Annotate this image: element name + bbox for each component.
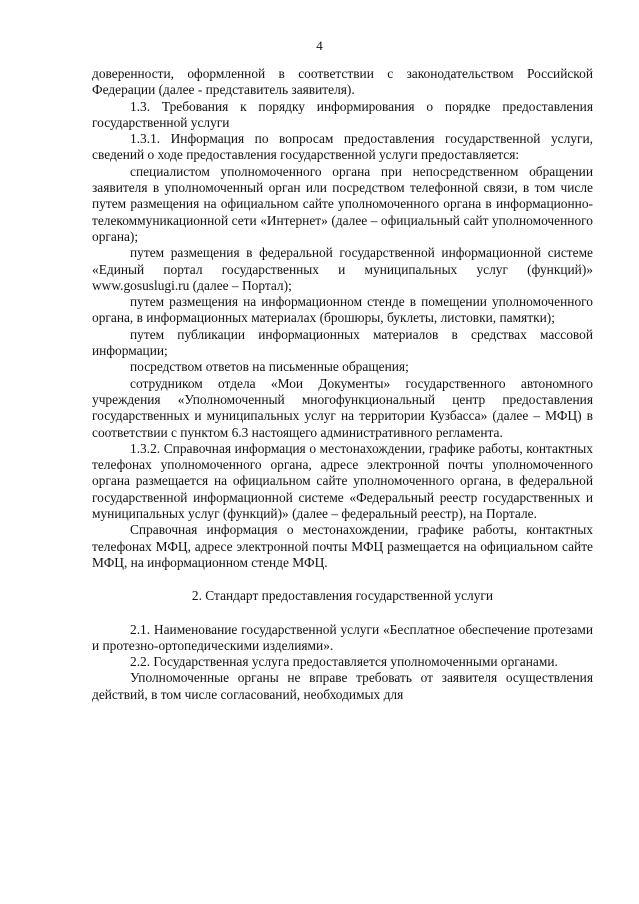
list-item: путем размещения на информационном стенде в помещении уполномоченного органа, в информационных материалах (брошюры, буклеты, листовки, памятки); <box>92 294 593 326</box>
section-heading: 2. Стандарт предоставления государственной услуги <box>191 588 494 604</box>
paragraph: 2.2. Государственная услуга предоставляется уполномоченными органами. <box>130 654 558 670</box>
paragraph: Справочная информация о местонахождении, графике работы, контактных телефонах МФЦ, адресе электронной почты МФЦ размещается на официальном сайте МФЦ, на информационном стенде МФЦ. <box>92 522 593 570</box>
list-item: сотрудником отдела «Мои Документы» государственного автономного учреждения «Уполномоченный многофункциональный центр предоставления государственных и муниципальных услуг на территории Кузбасса» (далее – МФЦ) в соответствии с пунктом 6.3 настоящего административного регламента. <box>92 375 593 440</box>
paragraph: 2.1. Наименование государственной услуги «Бесплатное обеспечение протезами и протезно-ортопедическими изделиями». <box>92 621 593 653</box>
paragraph: Уполномоченные органы не вправе требовать от заявителя осуществления действий, в том числе согласований, необходимых для <box>92 670 593 702</box>
document-body <box>92 66 593 703</box>
list-item: путем размещения в федеральной государственной информационной системе «Единый портал государственных и муниципальных услуг (функций)» www.gosuslugi.ru (далее – Портал); <box>92 245 593 293</box>
paragraph: доверенности, оформленной в соответствии с законодательством Российской Федерации (далее - представитель заявителя). <box>92 66 593 98</box>
page-number: 4 <box>316 38 323 53</box>
list-item: путем публикации информационных материалов в средствах массовой информации; <box>92 326 593 359</box>
list-item: посредством ответов на письменные обращения; <box>130 359 409 375</box>
paragraph: 1.3.1. Информация по вопросам предоставления государственной услуги, сведений о ходе предоставления государственной услуги предоставляется: <box>92 131 593 163</box>
paragraph: 1.3.2. Справочная информация о местонахождении, графике работы, контактных телефонах уполномоченного органа, адресе электронной почты уполномоченного органа размещается на официальном сайте уполномоченного органа, в федеральной государственной информационной системе «Федеральный реестр государственных и муниципальных услуг (функций)» (далее – федеральный реестр), на Портале. <box>92 440 593 522</box>
section-title-1-3: 1.3. Требования к порядку информирования о порядке предоставления государственной услуги <box>92 98 593 130</box>
list-item: специалистом уполномоченного органа при непосредственном обращении заявителя в уполномоченный орган или посредством телефонной связи, в том числе путем размещения на официальном сайте уполномоченного органа в информационно-телекоммуникационной сети «Интернет» (далее – официальный сайт уполномоченного органа); <box>92 163 593 244</box>
